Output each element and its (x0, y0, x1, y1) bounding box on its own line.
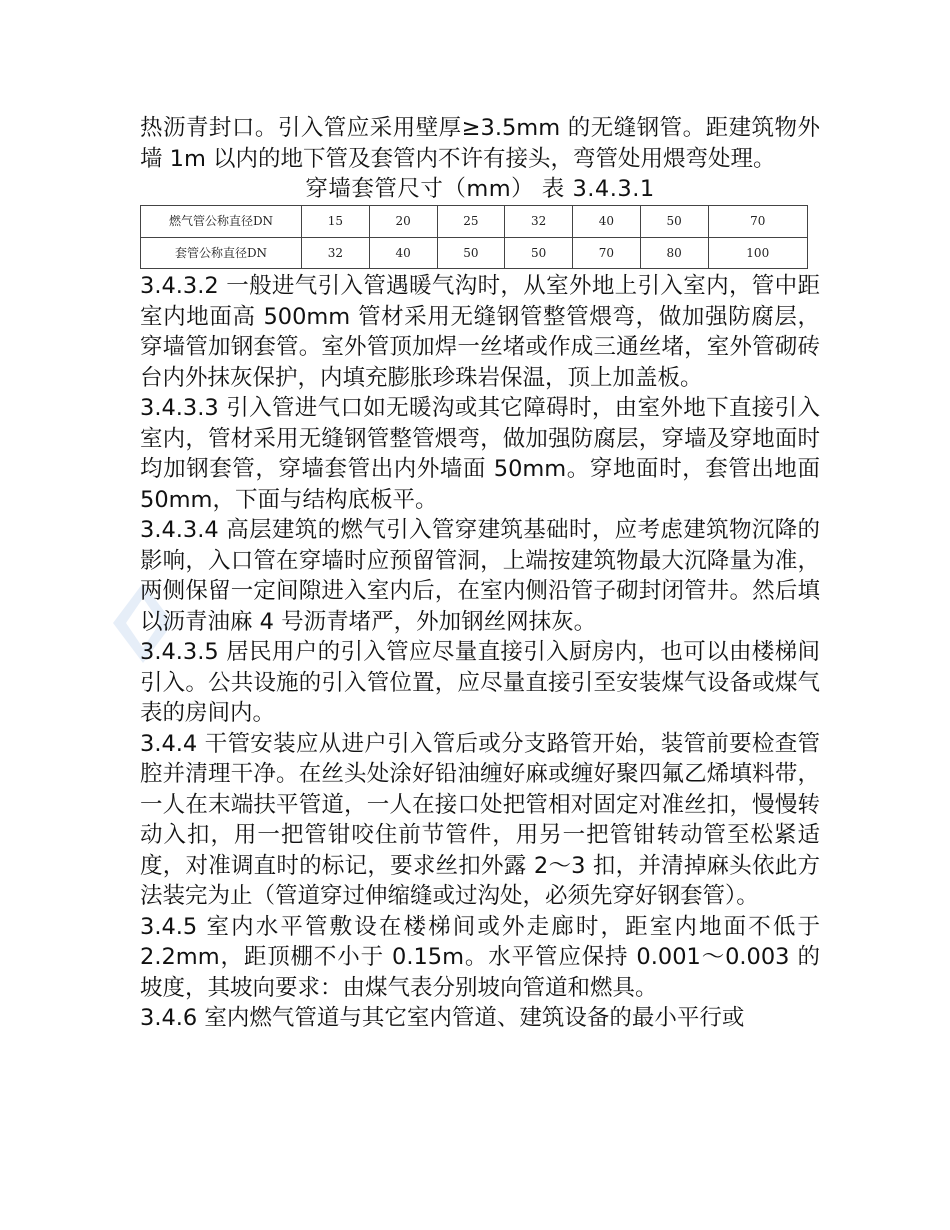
table-cell: 70 (708, 206, 808, 238)
table-cell: 100 (708, 237, 808, 269)
table-cell: 40 (369, 237, 437, 269)
table-caption: 穿墙套管尺寸（mm） 表 3.4.3.1 (305, 176, 655, 202)
table-cell: 50 (640, 206, 708, 238)
paragraph-3-4-3-3: 3.4.3.3 引入管进气口如无暖沟或其它障碍时，由室外地下直接引入室内，管材采用无缝钢管整管煨弯，做加强防腐层，穿墙及穿地面时均加钢套管，穿墙套管出内外墙面 50mm。穿地面时，套管出地面 50mm，下面与结构底板平。 (140, 395, 820, 513)
paragraph-3-4-3-5: 3.4.3.5 居民用户的引入管应尽量直接引入厨房内，也可以由楼梯间引入。公共设施的引入管位置，应尽量直接引至安装煤气设备或煤气表的房间内。 (140, 639, 820, 726)
table-cell: 32 (505, 206, 573, 238)
table-row (141, 206, 808, 238)
paragraph-3-4-4: 3.4.4 干管安装应从进户引入管后或分支路管开始，装管前要检查管腔并清理干净。在丝头处涂好铅油缠好麻或缠好聚四氟乙烯填料带，一人在末端扶平管道，一人在接口处把管相对固定对准丝扣，慢慢转动入扣，用一把管钳咬住前节管件，用另一把管钳转动管至松紧适度，对准调直时的标记，要求丝扣外露 2～3 扣，并清掉麻头依此方法装完为止（管道穿过伸缩缝或过沟处，必须先穿好钢套管）。 (140, 730, 820, 909)
table-cell: 40 (573, 206, 641, 238)
paragraph-3-4-3-4: 3.4.3.4 高层建筑的燃气引入管穿建筑基础时，应考虑建筑物沉降的影响，入口管在穿墙时应预留管洞，上端按建筑物最大沉降量为准，两侧保留一定间隙进入室内后，在室内侧沿管子砌封闭管井。然后填以沥青油麻 4 号沥青堵严，外加钢丝网抹灰。 (140, 517, 820, 635)
table-cell: 80 (640, 237, 708, 269)
paragraph-3-4-6: 3.4.6 室内燃气管道与其它室内管道、建筑设备的最小平行或 (140, 1005, 745, 1031)
table-cell: 50 (437, 237, 505, 269)
table-row-label: 套管公称直径DN (141, 237, 302, 269)
casing-size-table (140, 205, 808, 269)
table-row (141, 237, 808, 269)
table-cell: 32 (302, 237, 370, 269)
table-cell: 20 (369, 206, 437, 238)
paragraph-3-4-5: 3.4.5 室内水平管敷设在楼梯间或外走廊时，距室内地面不低于 2.2mm，距顶棚不小于 0.15m。水平管应保持 0.001～0.003 的坡度，其坡向要求：由煤气表分别坡向管道和燃具。 (140, 913, 820, 1001)
table-cell: 50 (505, 237, 573, 269)
paragraph-3-4-3-2: 3.4.3.2 一般进气引入管遇暖气沟时，从室外地上引入室内，管中距室内地面高 500mm 管材采用无缝钢管整管煨弯，做加强防腐层，穿墙管加钢套管。室外管顶加焊一丝堵或作成三通丝堵，室外管砌砖台内外抹灰保护，内填充膨胀珍珠岩保温，顶上加盖板。 (140, 273, 820, 391)
document-body (140, 113, 820, 1034)
table-cell: 15 (302, 206, 370, 238)
table-row-label: 燃气管公称直径DN (141, 206, 302, 238)
table-cell: 25 (437, 206, 505, 238)
table-cell: 70 (573, 237, 641, 269)
paragraph-intro: 热沥青封口。引入管应采用壁厚≥3.5mm 的无缝钢管。距建筑物外墙 1m 以内的地下管及套管内不许有接头，弯管处用煨弯处理。 (140, 115, 820, 172)
